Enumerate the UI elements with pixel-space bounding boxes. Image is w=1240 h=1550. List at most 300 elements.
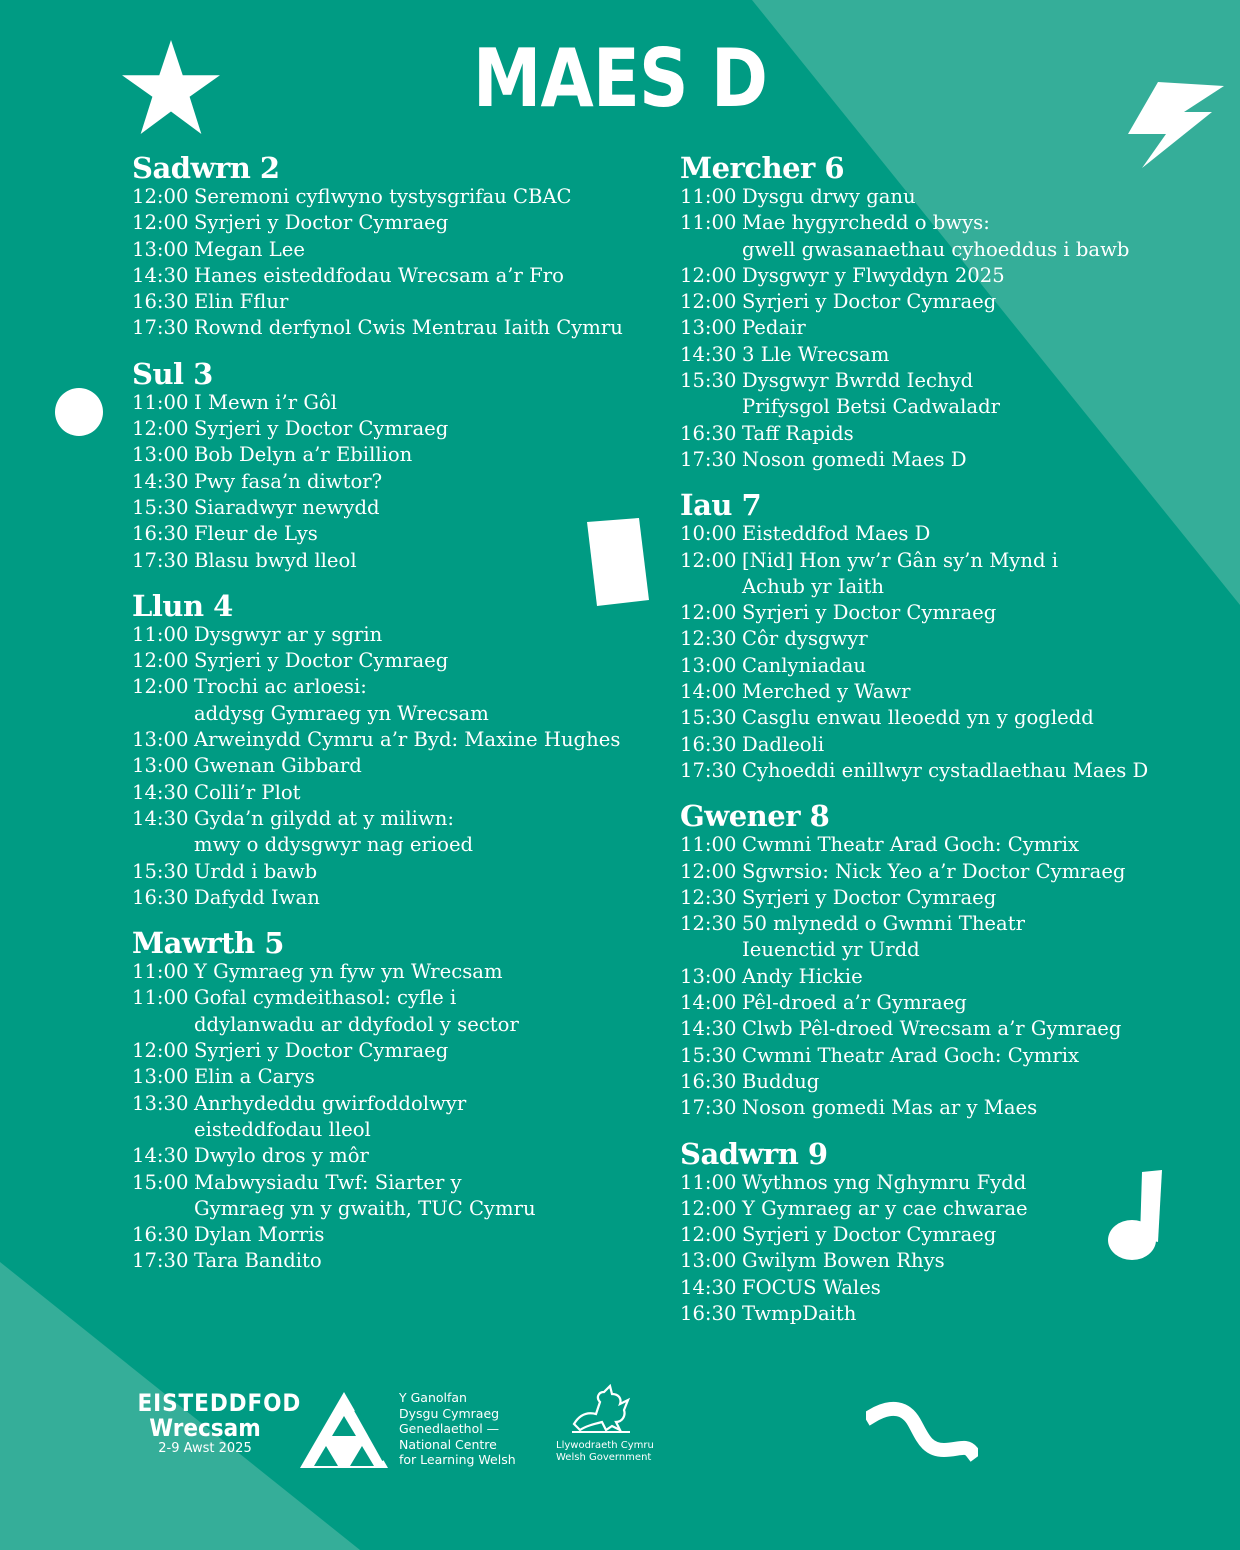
eisteddfod-logo [130,1389,302,1457]
event-title [742,885,1200,911]
event-title [194,1222,652,1248]
footer-logos [0,1380,1240,1480]
event-time: 13:00 [132,728,189,752]
event-title [194,495,652,521]
day-section [132,150,652,342]
event-title-line: Dafydd Iwan [194,885,320,909]
event-time: 16:30 [132,1223,189,1247]
event-title [742,421,1200,447]
event-row [680,679,1200,705]
event-title [194,1091,652,1144]
event-time: 11:00 [132,960,189,984]
event-time: 12:00 [680,1196,737,1220]
event-time: 10:00 [680,522,737,546]
event-row [132,806,652,859]
event-row [680,1248,1200,1274]
event-title-line: Syrjeri y Doctor Cymraeg [742,885,997,909]
event-row [680,758,1200,784]
event-title [742,1275,1200,1301]
event-row [680,1043,1200,1069]
event-row [680,1222,1200,1248]
event-title [194,390,652,416]
event-title-line: Prifysgol Betsi Cadwaladr [742,395,1000,419]
event-title-line: TwmpDaith [742,1301,857,1325]
event-title [742,1069,1200,1095]
event-time: 16:30 [680,1301,737,1325]
event-title-line: Dysgwyr Bwrdd Iechyd [742,369,974,393]
event-row [132,753,652,779]
event-title-line: Syrjeri y Doctor Cymraeg [742,290,997,314]
event-title-line: Dysgu drwy ganu [742,185,916,208]
event-row [132,315,652,341]
wg-line1: Llywodraeth Cymru [556,1440,654,1451]
event-title-line: Pwy fasa’n diwtor? [194,469,383,493]
event-title-line: Gymraeg yn y gwaith, TUC Cymru [194,1196,536,1220]
event-time: 13:00 [680,964,737,988]
event-title [742,1301,1200,1327]
event-row [680,885,1200,911]
event-row [132,1143,652,1169]
event-time: 12:00 [680,601,737,625]
event-title [742,758,1200,784]
event-row [680,447,1200,473]
event-title-line: gwell gwasanaethau cyhoeddus i bawb [742,237,1130,261]
event-title-line: Fleur de Lys [194,522,318,546]
event-time: 14:30 [132,780,189,804]
event-row [132,985,652,1038]
event-title [742,548,1200,601]
event-row [680,1095,1200,1121]
event-row [132,622,652,648]
event-row [680,626,1200,652]
event-title-line: Syrjeri y Doctor Cymraeg [194,649,449,673]
event-row [132,289,652,315]
event-time: 13:00 [680,653,737,677]
event-row [132,959,652,985]
event-title [194,237,652,263]
event-row [132,1248,652,1274]
event-title [194,959,652,985]
event-row [680,859,1200,885]
event-title [194,727,652,753]
event-title [742,911,1200,964]
event-title-line: Cyhoeddi enillwyr cystadlaethau Maes D [742,758,1149,782]
event-title [194,1038,652,1064]
eisteddfod-logo-line2: Wrecsam [149,1414,261,1442]
event-row [680,732,1200,758]
event-row [132,416,652,442]
dragon-icon [566,1384,636,1436]
day-section [132,588,652,911]
event-title-line: Cwmni Theatr Arad Goch: Cymrix [742,833,1080,857]
event-title-line: Elin Fflur [194,290,289,314]
event-title [194,674,652,727]
event-title [742,990,1200,1016]
event-row [132,885,652,911]
event-title [742,1170,1200,1196]
day-title: Sadwrn 2 [132,151,280,185]
event-title-line: Colli’r Plot [194,780,301,804]
event-time: 13:00 [132,237,189,261]
event-title-line: FOCUS Wales [742,1275,881,1299]
event-title-line: Dwylo dros y môr [194,1144,369,1168]
event-row [680,1170,1200,1196]
welsh-government-logo [556,1384,654,1464]
day-title: Sadwrn 9 [680,1136,828,1171]
event-row [132,237,652,263]
event-title [194,859,652,885]
star-icon [122,40,220,134]
event-time: 15:30 [680,369,737,393]
event-title [742,368,1200,421]
event-title [742,859,1200,885]
event-title-line: Seremoni cyflwyno tystysgrifau CBAC [194,185,572,208]
event-row [680,832,1200,858]
event-title-line: Gwenan Gibbard [194,754,362,778]
event-title [194,469,652,495]
ncl-line: for Learning Welsh [399,1452,516,1467]
triangle-logo-icon [298,1390,390,1470]
event-title-line: Noson gomedi Maes D [742,447,967,471]
event-row [132,184,652,210]
event-title-line: Canlyniadau [742,653,867,677]
event-time: 12:00 [680,548,737,572]
event-title [742,832,1200,858]
event-row [680,1196,1200,1222]
event-title-line: Y Gymraeg ar y cae chwarae [742,1196,1028,1220]
day-title: Mercher 6 [680,151,845,185]
event-title-line: Casglu enwau lleoedd yn y gogledd [742,706,1094,730]
event-title [194,1064,652,1090]
event-title-line: Dysgwyr y Flwyddyn 2025 [742,263,1005,287]
event-row [680,289,1200,315]
event-title-line: Syrjeri y Doctor Cymraeg [194,211,449,235]
event-title [194,1170,652,1223]
event-title-line: Clwb Pêl-droed Wrecsam a’r Gymraeg [742,1017,1122,1041]
event-title-line: Buddug [742,1069,820,1093]
event-title-line: Pêl-droed a’r Gymraeg [742,991,967,1015]
event-time: 13:00 [132,443,189,467]
event-row [132,1170,652,1223]
event-title-line: Cwmni Theatr Arad Goch: Cymrix [742,1043,1080,1067]
event-title-line: Rownd derfynol Cwis Mentrau Iaith Cymru [194,316,623,340]
day-title: Sul 3 [132,356,213,391]
wg-line2: Welsh Government [556,1452,652,1463]
event-title-line: Mabwysiadu Twf: Siarter y [194,1170,462,1194]
event-time: 12:00 [680,1223,737,1247]
event-title-line: Eisteddfod Maes D [742,522,931,546]
event-title [194,521,652,547]
event-row [132,1091,652,1144]
event-title-line: Blasu bwyd lleol [194,548,357,572]
event-time: 17:30 [680,1096,737,1120]
event-title [742,447,1200,473]
event-time: 11:00 [680,185,737,208]
event-title [194,885,652,911]
event-row [680,548,1200,601]
event-title [194,780,652,806]
event-time: 12:30 [680,885,737,909]
event-time: 16:30 [132,522,189,546]
event-title-line: ddylanwadu ar ddyfodol y sector [194,1012,519,1036]
event-time: 11:00 [132,390,189,414]
event-row [680,342,1200,368]
event-title-line: Trochi ac arloesi: [194,675,367,699]
event-title [742,184,1200,210]
event-title [742,964,1200,990]
event-time: 14:00 [680,991,737,1015]
event-title [194,806,652,859]
event-title [194,184,652,210]
event-row [680,1016,1200,1042]
event-row [680,705,1200,731]
event-time: 12:00 [132,649,189,673]
event-title-line: mwy o ddysgwyr nag erioed [194,833,474,857]
ncl-line: Genedlaethol — [399,1421,500,1436]
event-time: 12:00 [680,290,737,314]
event-time: 14:30 [132,1144,189,1168]
event-row [132,1064,652,1090]
page-title: MAES D [472,32,768,125]
event-time: 12:00 [132,675,189,699]
event-row [680,1301,1200,1327]
event-time: 13:00 [132,1065,189,1089]
event-time: 12:00 [132,185,189,208]
event-title [742,626,1200,652]
event-time: 15:30 [132,495,189,519]
event-time: 12:30 [680,912,737,936]
event-title [742,342,1200,368]
event-title-line: 50 mlynedd o Gwmni Theatr [742,912,1025,936]
event-row [132,442,652,468]
event-title [742,521,1200,547]
event-time: 11:00 [132,986,189,1010]
event-row [680,184,1200,210]
event-time: 11:00 [680,833,737,857]
event-title-line: 3 Lle Wrecsam [742,342,890,366]
event-title [194,753,652,779]
event-time: 15:30 [132,859,189,883]
event-title-line: Gofal cymdeithasol: cyfle i [194,986,457,1010]
event-title-line: Andy Hickie [742,964,863,988]
event-time: 14:30 [680,1017,737,1041]
event-row [680,1069,1200,1095]
day-section [680,1136,1200,1328]
event-row [132,548,652,574]
event-time: 15:00 [132,1170,189,1194]
event-title-line: Gwilym Bowen Rhys [742,1249,945,1273]
event-title-line: Dylan Morris [194,1223,325,1247]
event-title-line: Siaradwyr newydd [194,495,380,519]
event-title [742,1095,1200,1121]
event-title [194,315,652,341]
event-title-line: Syrjeri y Doctor Cymraeg [194,417,449,441]
event-title [194,622,652,648]
event-time: 17:30 [132,548,189,572]
event-row [132,727,652,753]
event-title-line: I Mewn i’r Gôl [194,390,338,414]
ncl-line: Dysgu Cymraeg [399,1405,500,1421]
event-time: 12:30 [680,627,737,651]
event-title-line: Dadleoli [742,732,825,756]
event-row [132,469,652,495]
event-row [132,859,652,885]
event-title-line: Merched y Wawr [742,680,911,704]
event-time: 17:30 [680,758,737,782]
eisteddfod-logo-line1: EISTEDDFOD [137,1389,302,1417]
event-row [132,648,652,674]
event-row [132,390,652,416]
event-row [680,263,1200,289]
event-title [194,263,652,289]
event-row [680,315,1200,341]
event-title [742,315,1200,341]
event-title-line: Megan Lee [194,237,305,261]
event-title-line: Syrjeri y Doctor Cymraeg [194,1039,449,1063]
event-title-line: Elin a Carys [194,1065,315,1089]
event-time: 14:00 [680,680,737,704]
eisteddfod-dates: 2-9 Awst 2025 [158,1441,252,1456]
event-time: 14:30 [132,806,189,830]
event-row [132,1038,652,1064]
event-time: 16:30 [680,732,737,756]
event-title-line: Hanes eisteddfodau Wrecsam a’r Fro [194,263,564,287]
event-row [680,421,1200,447]
event-time: 13:00 [680,1249,737,1273]
event-time: 12:00 [132,211,189,235]
event-row [680,653,1200,679]
event-time: 12:00 [680,859,737,883]
event-time: 11:00 [680,211,737,235]
event-title-line: Taff Rapids [742,421,854,445]
event-row [680,600,1200,626]
ncl-line: Y Ganolfan [399,1390,467,1405]
event-title-line: Gyda’n gilydd at y miliwn: [194,806,454,830]
event-time: 11:00 [680,1170,737,1194]
event-time: 14:30 [680,1275,737,1299]
event-title-line: Y Gymraeg yn fyw yn Wrecsam [194,960,503,984]
day-title: Llun 4 [132,588,233,623]
event-time: 16:30 [680,421,737,445]
event-title-line: [Nid] Hon yw’r Gân sy’n Mynd i [742,548,1059,572]
day-section [680,150,1200,473]
event-title [194,442,652,468]
event-title [194,548,652,574]
circle-icon [54,387,104,437]
ncl-line: National Centre [399,1436,497,1452]
event-time: 14:30 [132,469,189,493]
event-title-line: Ieuenctid yr Urdd [742,938,920,962]
event-row [680,368,1200,421]
event-title [194,416,652,442]
event-row [680,911,1200,964]
day-title: Iau 7 [680,488,762,523]
event-row [680,521,1200,547]
event-row [132,780,652,806]
event-title-line: addysg Gymraeg yn Wrecsam [194,701,489,725]
event-time: 11:00 [132,622,189,646]
day-section [132,356,652,574]
event-title-line: Sgwrsio: Nick Yeo a’r Doctor Cymraeg [742,859,1126,883]
event-title [194,210,652,236]
event-title-line: Mae hygyrchedd o bwys: [742,211,990,235]
day-section [680,487,1200,784]
day-section [132,925,652,1275]
event-title-line: Bob Delyn a’r Ebillion [194,443,413,467]
event-row [132,1222,652,1248]
day-title: Mawrth 5 [132,926,284,961]
day-section [680,798,1200,1121]
event-title [194,648,652,674]
day-title: Gwener 8 [680,799,830,834]
event-row [680,210,1200,263]
event-time: 12:00 [132,1039,189,1063]
event-time: 12:00 [132,417,189,441]
event-time: 17:30 [132,1249,189,1273]
event-title [742,1248,1200,1274]
event-row [680,964,1200,990]
event-title-line: Syrjeri y Doctor Cymraeg [742,1223,997,1247]
event-time: 17:30 [680,447,737,471]
event-title-line: eisteddfodau lleol [194,1117,371,1141]
event-title-line: Wythnos yng Nghymru Fydd [742,1170,1027,1194]
event-time: 16:30 [680,1069,737,1093]
event-title-line: Côr dysgwyr [742,627,868,651]
event-title [742,732,1200,758]
event-title-line: Tara Bandito [194,1249,322,1273]
event-title-line: Noson gomedi Mas ar y Maes [742,1096,1038,1120]
event-title [742,653,1200,679]
event-time: 12:00 [680,263,737,287]
event-time: 15:30 [680,1043,737,1067]
ncl-logo-text [399,1390,516,1468]
event-row [680,1275,1200,1301]
event-title [742,1196,1200,1222]
event-title-line: Arweinydd Cymru a’r Byd: Maxine Hughes [194,728,621,752]
event-time: 13:00 [132,754,189,778]
event-title [742,1043,1200,1069]
event-title-line: Syrjeri y Doctor Cymraeg [742,601,997,625]
event-time: 14:30 [132,263,189,287]
event-row [132,263,652,289]
event-title [194,985,652,1038]
event-title [742,1016,1200,1042]
event-row [132,521,652,547]
event-time: 15:30 [680,706,737,730]
schedule-column-right [680,150,1200,1341]
event-title-line: Pedair [742,316,806,340]
event-title [742,263,1200,289]
event-title-line: Dysgwyr ar y sgrin [194,622,383,646]
event-title [742,600,1200,626]
event-title-line: Anrhydeddu gwirfoddolwyr [194,1091,467,1115]
event-title [742,210,1200,263]
event-title-line: Urdd i bawb [194,859,318,883]
event-title [742,1222,1200,1248]
event-title [194,289,652,315]
event-time: 14:30 [680,342,737,366]
event-row [132,495,652,521]
event-title [194,1143,652,1169]
event-title [742,679,1200,705]
event-time: 16:30 [132,290,189,314]
ncl-logo [298,1390,516,1474]
event-time: 13:30 [132,1091,189,1115]
event-row [680,990,1200,1016]
event-time: 16:30 [132,885,189,909]
event-row [132,210,652,236]
event-row [132,674,652,727]
